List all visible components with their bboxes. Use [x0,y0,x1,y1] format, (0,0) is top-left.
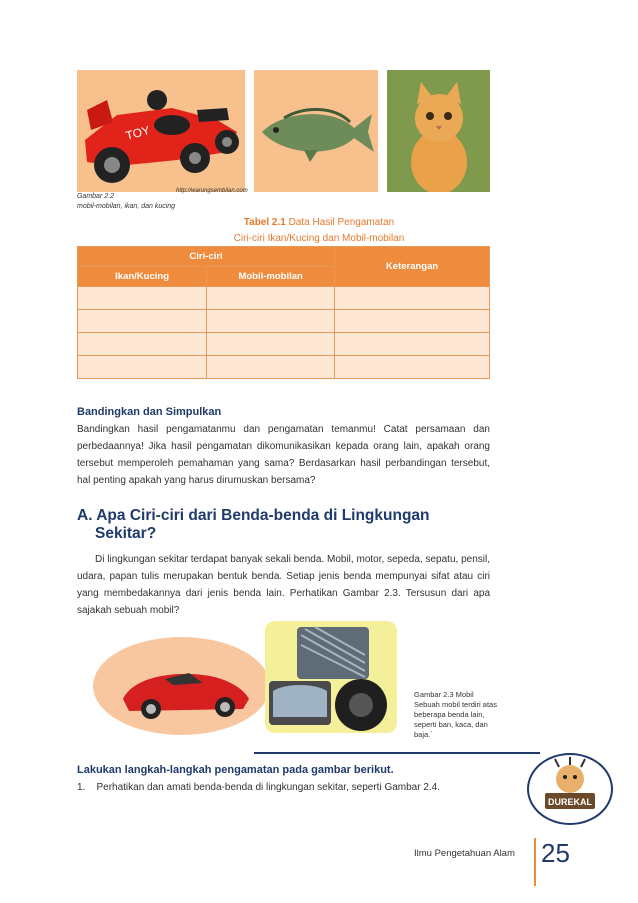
table-cell [207,333,335,356]
table-subtitle-text: Ciri-ciri Ikan/Kucing dan Mobil-mobilan [233,233,405,244]
kitten-drawing [387,70,490,192]
figure-2-3-caption-line5: baja.` [414,730,433,739]
data-table [77,246,490,379]
table-cell [335,356,490,379]
figure-2-3-caption-line1: Gambar 2.3 Mobil [414,690,474,699]
footer-vertical-rule [534,838,536,886]
figure-2-3-caption-line4: seperti ban, kaca, dan [414,720,488,729]
figure-2-3-caption [414,690,497,740]
footer-subject: Ilmu Pengetahuan Alam [414,848,515,859]
car-parts-image [265,621,397,733]
table-cell [78,287,207,310]
figure-2-3-caption-line2: Sebuah mobil terdiri atas [414,700,497,709]
header-mobil-mobilan: Mobil-mobilan [207,267,335,287]
kitten-image [387,70,490,192]
table-title-text: Data Hasil Pengamatan [288,217,395,228]
sports-car-drawing [93,637,270,735]
table-cell [335,333,490,356]
table-cell [207,356,335,379]
compare-paragraph: Bandingkan hasil pengamatanmu dan pengamatan temanmu! Catat persamaan dan perbedaannya! Jika hasil pengamatan dikomunikasikan kepada orang lain, apakah orang tersebut memperoleh pemahaman yang sama? Berdasarkan hasil perbandingan tersebut, hal penting apakah yang harus dirumuskan bersama? [77,424,490,486]
table-title [0,216,638,230]
table-row [78,356,490,379]
compare-heading: Bandingkan dan Simpulkan [77,406,222,418]
car-image-circle [93,637,270,735]
table-row [78,333,490,356]
figure-2-2-caption-text: mobil-mobilan, ikan, dan kucing [77,203,176,210]
table-cell [78,310,207,333]
table-subtitle [0,232,638,246]
activity-item-number: 1. [77,782,86,793]
header-keterangan: Keterangan [335,247,490,287]
car-logo-text: TOY [124,123,152,143]
fish-image [254,70,378,192]
table-cell [335,287,490,310]
section-a-paragraph: Di lingkungan sekitar terdapat banyak sekali benda. Mobil, motor, sepeda, sepatu, pensil, udara, papan tulis merupakan bentuk benda. Setiap jenis benda mempunyai sifat atau ciri yang membedakannya dari jenis benda lain. Perhatikan Gambar 2.3. Tersusun dari apa sajakah sebuah mobil? [77,554,490,616]
table-cell [207,287,335,310]
activity-item-text: Perhatikan dan amati benda-benda di lingkungan sekitar, seperti Gambar 2.4. [96,782,441,793]
section-a-heading-line1: A. Apa Ciri-ciri dari Benda-benda di Lingkungan [77,507,430,524]
section-a-heading-line2: Sekitar? [95,525,157,542]
activity-heading: Lakukan langkah-langkah pengamatan pada gambar berikut. [77,764,394,776]
figure-2-2-source: http://warungsembilan.com [176,188,248,194]
table-cell [335,310,490,333]
table-title-number: Tabel 2.1 [243,217,286,228]
toy-car-drawing [77,70,245,192]
page-number: 25 [541,838,570,868]
toy-car-image [77,70,245,192]
section-divider [254,752,540,754]
table-row [78,310,490,333]
header-ciri-ciri: Ciri-ciri [78,247,335,267]
figure-2-3-caption-line3: beberapa benda lain, [414,710,485,719]
figure-2-2-caption-label: Gambar 2.2 [77,193,114,200]
table-row [78,287,490,310]
fish-drawing [254,70,378,192]
mascot-label: DUREKAL [548,797,592,807]
table-cell [78,333,207,356]
car-parts-drawing [265,621,397,733]
mascot-icon [529,755,611,823]
table-cell [207,310,335,333]
header-ikan-kucing: Ikan/Kucing [78,267,207,287]
activity-item [77,779,490,796]
mascot-circle [527,753,613,825]
table-cell [78,356,207,379]
